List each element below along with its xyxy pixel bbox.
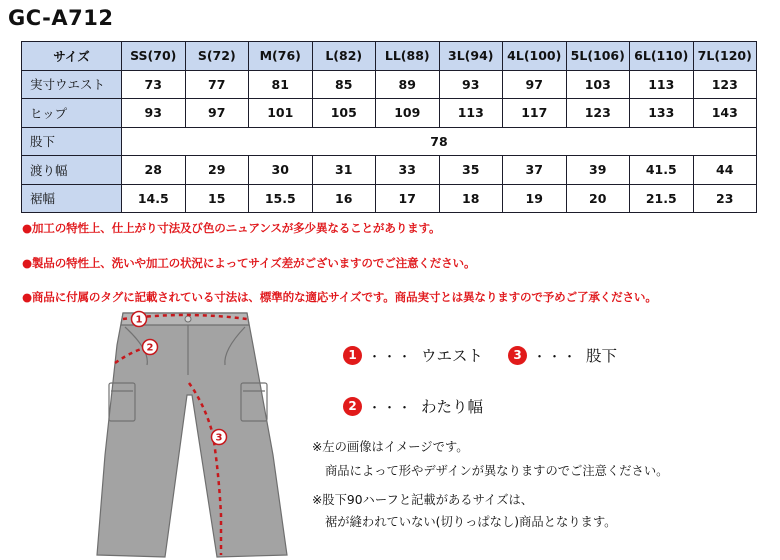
info-image-note: ※左の画像はイメージです。 (312, 440, 469, 454)
info-hem-note: 裾が縫われていない(切りっぱなし)商品となります。 (325, 515, 617, 529)
size-header-cell: 4L(100) (503, 42, 567, 71)
table-cell: 117 (503, 99, 567, 128)
legend-number-icon: 1 (343, 346, 362, 365)
table-cell: 37 (503, 156, 567, 185)
table-cell: 41.5 (630, 156, 694, 185)
table-row (22, 70, 757, 99)
table-cell: 29 (185, 156, 249, 185)
table-cell: 35 (439, 156, 503, 185)
legend-dots: ・・・ (533, 349, 579, 365)
table-cell: 77 (185, 70, 249, 99)
row-label-hem: 裾幅 (22, 184, 122, 213)
table-cell: 20 (566, 184, 630, 213)
table-cell: 97 (185, 99, 249, 128)
table-cell: 16 (312, 184, 376, 213)
row-label-waist: 実寸ウエスト (22, 70, 122, 99)
size-header-cell: M(76) (249, 42, 313, 71)
table-cell: 97 (503, 70, 567, 99)
info-design-note: 商品によって形やデザインが異なりますのでご注意ください。 (325, 464, 669, 478)
table-cell: 89 (376, 70, 440, 99)
size-header-row (22, 42, 757, 71)
table-cell: 30 (249, 156, 313, 185)
product-code: GC-A712 (8, 6, 114, 30)
row-label-inseam: 股下 (22, 127, 122, 156)
pants-diagram (95, 305, 295, 560)
table-cell: 18 (439, 184, 503, 213)
table-cell: 21.5 (630, 184, 694, 213)
table-cell: 73 (122, 70, 186, 99)
table-cell: 39 (566, 156, 630, 185)
table-cell: 44 (693, 156, 757, 185)
table-cell: 101 (249, 99, 313, 128)
size-header-cell: 3L(94) (439, 42, 503, 71)
legend-number-icon: 3 (508, 346, 527, 365)
size-header-cell: L(82) (312, 42, 376, 71)
size-header-cell: LL(88) (376, 42, 440, 71)
legend-dots: ・・・ (368, 349, 414, 365)
table-cell: 123 (566, 99, 630, 128)
table-cell: 103 (566, 70, 630, 99)
table-cell: 23 (693, 184, 757, 213)
table-cell: 31 (312, 156, 376, 185)
legend-label: わたり幅 (421, 398, 484, 416)
table-cell: 17 (376, 184, 440, 213)
table-cell: 14.5 (122, 184, 186, 213)
table-cell: 133 (630, 99, 694, 128)
table-cell: 15.5 (249, 184, 313, 213)
legend-waist (343, 344, 483, 366)
size-header-cell: 5L(106) (566, 42, 630, 71)
table-cell: 123 (693, 70, 757, 99)
table-cell: 81 (249, 70, 313, 99)
marker-2-label: 2 (146, 342, 154, 354)
legend-number-icon: 2 (343, 397, 362, 416)
table-cell: 93 (439, 70, 503, 99)
table-row (22, 127, 757, 156)
table-cell: 93 (122, 99, 186, 128)
waist-button (185, 316, 191, 322)
row-label-hip: ヒップ (22, 99, 122, 128)
size-header-cell: S(72) (185, 42, 249, 71)
size-header-cell: 7L(120) (693, 42, 757, 71)
table-cell: 85 (312, 70, 376, 99)
legend-inseam (508, 344, 617, 366)
row-label-thigh: 渡り幅 (22, 156, 122, 185)
table-row (22, 156, 757, 185)
table-cell: 109 (376, 99, 440, 128)
table-row (22, 184, 757, 213)
table-cell: 19 (503, 184, 567, 213)
table-cell: 105 (312, 99, 376, 128)
size-table (21, 41, 757, 213)
marker-3-label: 3 (215, 432, 223, 444)
table-cell: 113 (630, 70, 694, 99)
pants-body (97, 313, 287, 557)
marker-1-label: 1 (135, 314, 143, 326)
size-header-cell: 6L(110) (630, 42, 694, 71)
table-cell: 15 (185, 184, 249, 213)
legend-label: 股下 (586, 347, 618, 365)
legend-dots: ・・・ (368, 400, 414, 416)
table-cell: 33 (376, 156, 440, 185)
note-tag-size: ●商品に付属のタグに記載されている寸法は、標準的な適応サイズです。商品実寸とは異なりますので予めご了承ください。 (22, 290, 657, 304)
size-header-cell: SS(70) (122, 42, 186, 71)
note-processing: ●加工の特性上、仕上がり寸法及び色のニュアンスが多少異なることがあります。 (22, 221, 441, 235)
table-cell: 28 (122, 156, 186, 185)
table-cell: 143 (693, 99, 757, 128)
info-inseam-note: ※股下90ハーフと記載があるサイズは、 (312, 493, 534, 507)
legend-thigh (343, 395, 483, 417)
legend-label: ウエスト (421, 347, 484, 365)
note-size-variance: ●製品の特性上、洗いや加工の状況によってサイズ差がございますのでご注意ください。 (22, 256, 476, 270)
table-row (22, 99, 757, 128)
table-cell-merged: 78 (122, 127, 757, 156)
table-cell: 113 (439, 99, 503, 128)
size-header-label: サイズ (22, 42, 122, 71)
